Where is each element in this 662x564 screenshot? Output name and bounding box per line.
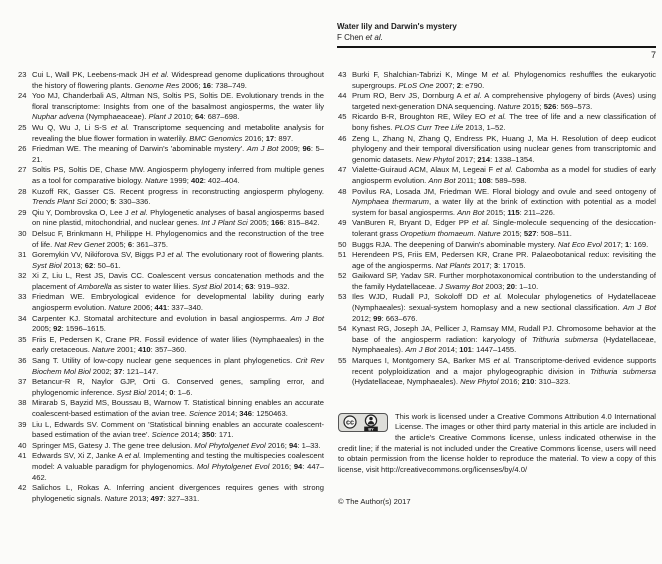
reference-text: Prum RO, Berv JS, Dornburg A et al. A comprehensive phylogeny of birds (Aves) using targeted next-generation DNA sequencing. Nature 2015; 526: 569–573. xyxy=(352,91,656,111)
reference-item xyxy=(338,324,656,356)
references-section xyxy=(18,70,656,508)
reference-item xyxy=(338,112,656,133)
reference-text: Friedman WE. Embryological evidence for developmental lability during early angiosperm evolution. Nature 2006; 441: 337–340. xyxy=(32,292,324,313)
reference-text: Carpenter KJ. Stomatal architecture and evolution in basal angiosperms. Am J Bot 2005; 92: 1596–1615. xyxy=(32,313,324,334)
reference-number: 25 xyxy=(18,122,27,132)
reference-item xyxy=(18,187,324,208)
reference-item xyxy=(18,208,324,229)
reference-item xyxy=(18,70,324,91)
reference-item xyxy=(18,398,324,419)
reference-number: 35 xyxy=(18,334,27,344)
reference-text: VanBuren R, Bryant D, Edger PP et al. Single-molecule sequencing of the desiccation-tolerant grass Oropetium thomaeum. Nature 2015; 527: 508–511. xyxy=(352,218,657,238)
reference-item xyxy=(18,250,324,271)
reference-item xyxy=(338,356,656,388)
reference-item xyxy=(338,134,656,166)
references-column-right xyxy=(338,70,656,508)
reference-text: Betancur-R R, Naylor GJP, Orti G. Conserved genes, sampling error, and phylogenomic inference. Syst Biol 2014; 0: 1–6. xyxy=(32,377,324,397)
reference-item xyxy=(18,271,324,292)
references-list-right xyxy=(338,70,656,388)
reference-item xyxy=(18,123,324,144)
reference-text: Wu Q, Wu J, Li S-S et al. Transcriptome sequencing and metabolite analysis for revealing the blue flower formation in waterlily. BMC Genomics 2016; 17: 897. xyxy=(32,122,324,143)
reference-text: Ricardo B-R, Broughton RE, Wiley EO et al. The tree of life and a new classification of bony fishes. PLOS Curr Tree Life 2013, 1–52. xyxy=(352,112,656,132)
reference-item xyxy=(18,292,324,313)
reference-text: Yoo MJ, Chanderbali AS, Altman NS, Soltis PS, Soltis DE. Evolutionary trends in the floral transcriptome: Insights from one of the basalmost angiosperms, the water lily Nuphar advena (Nymphaeaceae). Plant J 2010; 64: 687–698. xyxy=(32,91,324,122)
reference-text: Zeng L, Zhang N, Zhang Q, Endress PK, Huang J, Ma H. Resolution of deep eudicot phylogeny and their temporal diversification using nuclear genes from transcriptomic and genomic datasets. New Phytol 2017; 214: 1338–1354. xyxy=(352,133,656,164)
reference-number: 29 xyxy=(18,207,27,217)
reference-text: Buggs RJA. The deepening of Darwin's abominable mystery. Nat Eco Evol 2017; 1: 169. xyxy=(352,239,649,249)
references-column-left xyxy=(18,70,324,508)
reference-text: Marques I, Montgomery SA, Barker MS et al. Transcriptome-derived evidence supports recent polyploidization and a major phylogeographic division in Trithuria submersa (Hydatellaceae, Nymphaeales). New Phytol 2016; 210: 310–323. xyxy=(352,356,657,387)
reference-number: 52 xyxy=(338,271,347,281)
reference-text: Povilus RA, Losada JM, Friedman WE. Floral biology and ovule and seed ontogeny of Nymphaea thermarum, a water lily at the brink of extinction with potential as a model system for basal angiosperms. Ann Bot 2015; 115: 211–226. xyxy=(352,186,656,217)
reference-number: 54 xyxy=(338,324,347,334)
reference-number: 55 xyxy=(338,356,347,366)
reference-number: 36 xyxy=(18,356,27,366)
reference-text: Burki F, Shalchian-Tabrizi K, Minge M et al. Phylogenomics reshuffles the eukaryotic supergroups. PLoS One 2007; 2: e790. xyxy=(352,70,657,90)
reference-item xyxy=(18,314,324,335)
running-title: Water lily and Darwin's mystery xyxy=(337,22,457,31)
license-text: This work is licensed under a Creative Commons Attribution 4.0 International License. The images or other third party material in this article are included in the article's Creative Commons license, unless indicated otherwise in the credit line; if the material is not included under the Creative Commons license, users will need to obtain permission from the license holder to reproduce the material. To view a copy of this license, visit http://creativecommons.org/licenses/by/4.0/ xyxy=(338,411,656,474)
reference-number: 30 xyxy=(18,228,27,238)
reference-number: 27 xyxy=(18,165,27,175)
reference-item xyxy=(338,292,656,324)
reference-text: Mirarab S, Bayzid MS, Boussau B, Warnow T. Statistical binning enables an accurate coalescent-based estimation of the avian tree. Science 2014; 346: 1250463. xyxy=(32,398,324,418)
reference-item xyxy=(338,187,656,219)
reference-text: Kynast RG, Joseph JA, Pellicer J, Ramsay MM, Rudall PJ. Chromosome behavior at the base of the angiosperm radiation: karyology of Trithuria submersa (Hydatellaceae, Nymphaeales). Am J Bot 2014; 101: 1447–1455. xyxy=(352,324,656,355)
reference-item xyxy=(18,356,324,377)
reference-item xyxy=(18,377,324,398)
reference-text: Sang T. Utility of low-copy nuclear gene sequences in plant phylogenetics. Crit Rev Biochem Mol Biol 2002; 37: 121–147. xyxy=(32,356,324,376)
reference-number: 42 xyxy=(18,483,27,493)
by-label xyxy=(364,426,378,431)
reference-text: Friis E, Pedersen K, Crane PR. Fossil evidence of water lilies (Nymphaeales) in the early cretaceous. Nature 2001; 410: 357–360. xyxy=(32,334,324,355)
reference-number: 48 xyxy=(338,186,347,196)
reference-number: 53 xyxy=(338,292,347,302)
license-block xyxy=(338,412,656,476)
reference-text: Qiu Y, Dombrovska O, Lee J et al. Phylogenetic analyses of basal angiosperms based on nine plastid, mitochondrial, and nuclear genes. Int J Plant Sci 2005; 166: 815–842. xyxy=(32,207,325,228)
reference-item xyxy=(18,483,324,504)
reference-item xyxy=(18,144,324,165)
reference-item xyxy=(338,70,656,91)
reference-text: Iles WJD, Rudall PJ, Sokoloff DD et al. Molecular phylogenetics of Hydatellaceae (Nymphaeales): sexual-system homoplasy and a new sectional classification. Am J Bot 2012; 99: 663–676. xyxy=(352,292,656,323)
reference-number: 40 xyxy=(18,440,27,450)
cc-icon xyxy=(344,416,356,428)
reference-number: 31 xyxy=(18,250,27,260)
reference-item xyxy=(18,165,324,186)
page-number: 7 xyxy=(650,50,656,60)
reference-item xyxy=(18,420,324,441)
reference-number: 44 xyxy=(338,91,347,101)
reference-text: Xi Z, Liu L, Rest JS, Davis CC. Coalescent versus concatenation methods and the placement of Amborella as sister to water lilies. Syst Biol 2014; 63: 919–932. xyxy=(32,271,324,291)
reference-text: Salichos L, Rokas A. Inferring ancient divergences requires genes with strong phylogenetic signals. Nature 2013; 497: 327–331. xyxy=(32,483,324,503)
header-rule xyxy=(337,46,656,48)
reference-number: 49 xyxy=(338,218,347,228)
reference-number: 33 xyxy=(18,292,27,302)
reference-number: 26 xyxy=(18,144,27,154)
reference-text: Herendeen PS, Friis EM, Pedersen KR, Crane PR. Palaeobotanical redux: revisiting the age of the angiosperms. Nat Plants 2017; 3: 17015. xyxy=(352,250,656,270)
reference-text: Delsuc F, Brinkmann H, Philippe H. Phylogenomics and the reconstruction of the tree of life. Nat Rev Genet 2005; 6: 361–375. xyxy=(32,228,324,249)
reference-number: 50 xyxy=(338,239,347,249)
copyright-notice: © The Author(s) 2017 xyxy=(338,497,411,507)
reference-number: 24 xyxy=(18,91,27,101)
reference-item xyxy=(338,165,656,186)
reference-text: Goremykin VV, Nikiforova SV, Biggs PJ et al. The evolutionary root of flowering plants. Syst Biol 2013; 62: 50–61. xyxy=(32,250,325,270)
reference-item xyxy=(338,218,656,239)
reference-item xyxy=(338,271,656,292)
reference-text: Cui L, Wall PK, Leebens-mack JH et al. Widespread genome duplications throughout the history of flowering plants. Genome Res 2006; 16: 738–749. xyxy=(32,70,324,90)
reference-text: Kuzoff RK, Gasser CS. Recent progress in reconstructing angiosperm phylogeny. Trends Plant Sci 2000; 5: 330–336. xyxy=(32,186,324,207)
running-authors: F Chen et al. xyxy=(337,33,383,42)
reference-text: Gaikward SP, Yadav SR. Further morphotaxonomical contribution to the understanding of the family Hydatellaceae. J Swamy Bot 2003; 20: 1–10. xyxy=(352,271,656,291)
reference-item xyxy=(338,240,656,251)
reference-number: 34 xyxy=(18,313,27,323)
reference-number: 37 xyxy=(18,377,27,387)
reference-item xyxy=(18,91,324,123)
reference-number: 47 xyxy=(338,165,347,175)
reference-number: 39 xyxy=(18,419,27,429)
reference-text: Friedman WE. The meaning of Darwin's 'abominable mystery'. Am J Bot 2009; 96: 5–21. xyxy=(32,144,324,164)
reference-number: 38 xyxy=(18,398,27,408)
reference-number: 51 xyxy=(338,250,347,260)
reference-text: Edwards SV, Xi Z, Janke A et al. Implementing and testing the multispecies coalescent model: A valuable paradigm for phylogenomics. Mol Phytolgenet Evol 2016; 94: 447–462. xyxy=(32,451,324,482)
reference-item xyxy=(338,250,656,271)
reference-text: Vialette-Guiraud ACM, Alaux M, Legeai F et al. Cabomba as a model for studies of early angiosperm evolution. Ann Bot 2011; 108: 589–598. xyxy=(352,165,656,185)
reference-number: 23 xyxy=(18,70,27,79)
page-header xyxy=(337,21,656,61)
reference-text: Springer MS, Gatesy J. The gene tree delusion. Mol Phytolgenet Evol 2016; 94: 1–33. xyxy=(32,440,321,450)
reference-number: 28 xyxy=(18,186,27,196)
reference-item xyxy=(18,451,324,483)
license-paragraph xyxy=(338,412,656,476)
svg-text:cc: cc xyxy=(346,417,354,427)
svg-text:BY: BY xyxy=(368,427,374,432)
reference-number: 41 xyxy=(18,451,27,461)
reference-number: 43 xyxy=(338,70,347,79)
cc-by-badge xyxy=(338,413,388,432)
reference-text: Soltis PS, Soltis DE, Chase MW. Angiosperm phylogeny inferred from multiple genes as a tool for comparative biology. Nature 1999; 402: 402–404. xyxy=(32,165,324,185)
reference-item xyxy=(18,335,324,356)
person-icon xyxy=(365,415,376,426)
reference-item xyxy=(338,91,656,112)
cc-by-badge-graphic xyxy=(338,413,388,432)
reference-number: 45 xyxy=(338,112,347,122)
reference-number: 32 xyxy=(18,271,27,281)
reference-item xyxy=(18,441,324,452)
reference-number: 46 xyxy=(338,133,347,143)
reference-item xyxy=(18,229,324,250)
reference-text: Liu L, Edwards SV. Comment on 'Statistical binning enables an accurate coalescent-based estimation of the avian tree'. Science 2014; 350: 171. xyxy=(32,419,324,440)
